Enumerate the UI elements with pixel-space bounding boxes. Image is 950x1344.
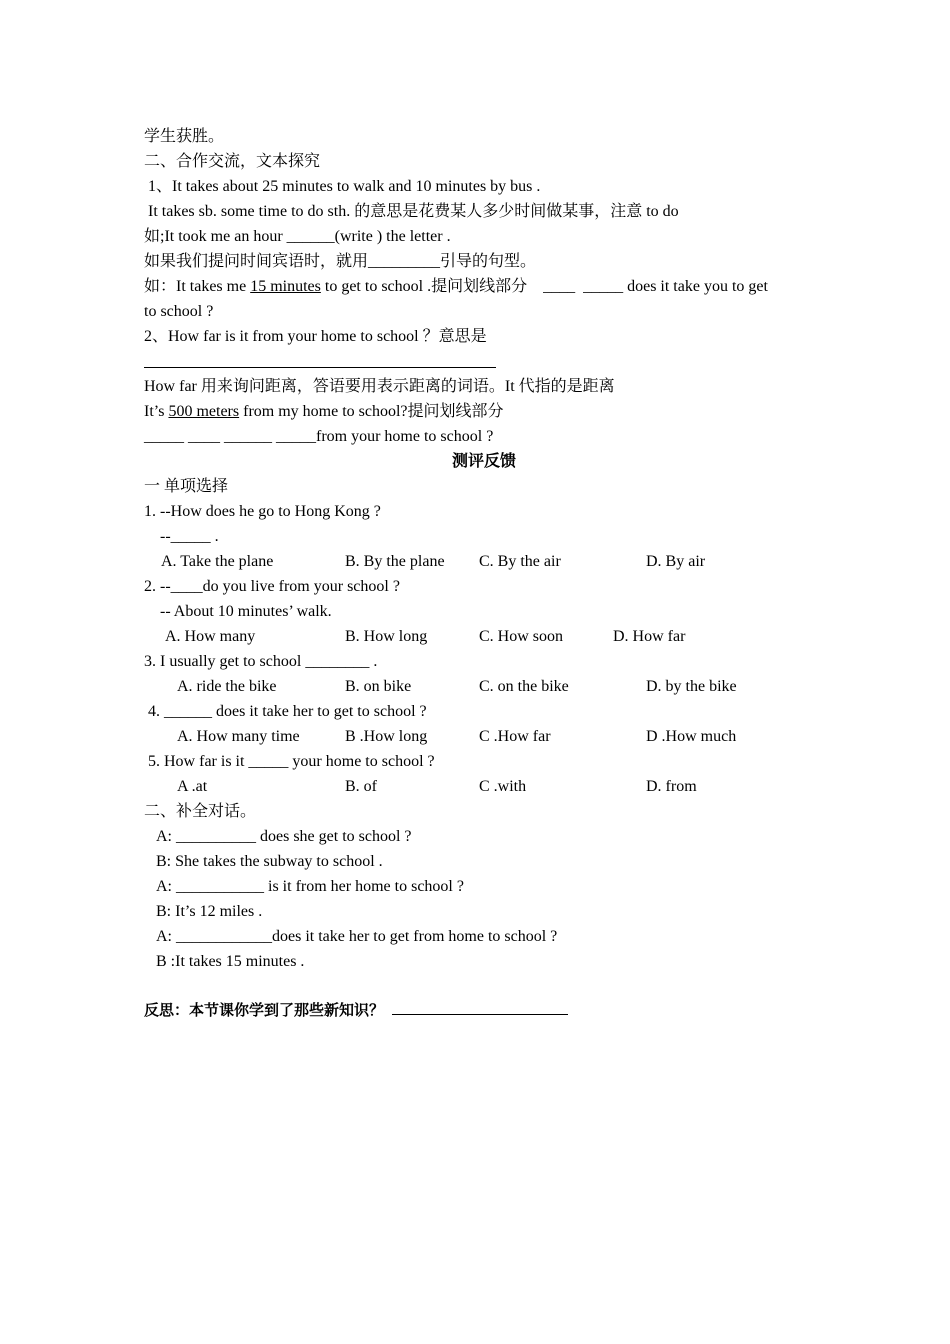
section-heading: 二、合作交流，文本探究 <box>144 153 321 170</box>
text-line: _____ ____ ______ _____from your home to school ? <box>144 428 494 445</box>
underlined-phrase: 500 meters <box>168 403 240 420</box>
question-1-options <box>144 549 824 574</box>
option-b: B. of <box>345 778 377 795</box>
reflection-blank <box>392 998 568 1015</box>
dialogue-line: A: __________ does she get to school ? <box>156 828 412 845</box>
question-4: 4. ______ does it take her to get to school ? <box>148 703 427 720</box>
answer-blank-line <box>144 349 824 374</box>
dialogue-line: B: She takes the subway to school . <box>156 853 383 870</box>
text-line <box>144 399 824 424</box>
option-b: B .How long <box>345 728 428 745</box>
option-d: D. By air <box>646 553 706 570</box>
dialogue-line: B: It’s 12 miles . <box>156 903 263 920</box>
option-c: C .with <box>479 778 527 795</box>
text-line: 如;It took me an hour ______(write ) the letter . <box>144 228 451 245</box>
option-a: A. Take the plane <box>161 553 274 570</box>
question-5-options <box>144 774 824 799</box>
option-d: D. How far <box>613 628 686 645</box>
option-a: A. How many time <box>177 728 300 745</box>
question-1: 1. --How does he go to Hong Kong ? <box>144 503 381 520</box>
dialogue-line: B :It takes 15 minutes . <box>156 953 305 970</box>
option-c: C. By the air <box>479 553 561 570</box>
option-b: B. By the plane <box>345 553 445 570</box>
spacer <box>144 974 824 998</box>
section-heading: 一 单项选择 <box>144 478 229 495</box>
underlined-phrase: 15 minutes <box>250 278 321 295</box>
text-fragment: from my home to school?提问划线部分 <box>239 403 504 420</box>
section-heading: 二、补全对话。 <box>144 803 257 820</box>
text-fragment: 如：It takes me <box>144 278 251 295</box>
text-fragment: to get to school .提问划线部分 ____ _____ does it take you to get <box>320 278 768 295</box>
text-line: to school ? <box>144 303 214 320</box>
option-d: D. by the bike <box>646 678 737 695</box>
text-line: 学生获胜。 <box>144 128 225 145</box>
blank-rule <box>144 349 496 368</box>
question-4-options <box>144 724 824 749</box>
option-c: C .How far <box>479 728 551 745</box>
option-a: A. ride the bike <box>177 678 277 695</box>
question-1-answer: --_____ . <box>160 528 219 545</box>
feedback-title: 测评反馈 <box>451 453 516 470</box>
text-line: 如果我们提问时间宾语时，就用_________引导的句型。 <box>144 253 537 270</box>
question-2: 2. --____do you live from your school ? <box>144 578 400 595</box>
text-fragment: It’s <box>144 403 169 420</box>
question-3: 3. I usually get to school ________ . <box>144 653 378 670</box>
question-3-options <box>144 674 824 699</box>
option-c: C. on the bike <box>479 678 569 695</box>
question-2-answer: -- About 10 minutes’ walk. <box>160 603 332 620</box>
option-d: D. from <box>646 778 697 795</box>
worksheet-page <box>144 124 824 1023</box>
dialogue-line: A: ____________does it take her to get from home to school ? <box>156 928 558 945</box>
text-line: It takes sb. some time to do sth. 的意思是花费某人多少时间做某事，注意 to do <box>148 203 679 220</box>
option-d: D .How much <box>646 728 737 745</box>
option-a: A. How many <box>165 628 256 645</box>
option-b: B. on bike <box>345 678 412 695</box>
option-a: A .at <box>177 778 208 795</box>
question-2-options <box>144 624 824 649</box>
text-line: 2、How far is it from your home to school ？意思是 <box>144 328 487 345</box>
text-line: 1、It takes about 25 minutes to walk and 10 minutes by bus . <box>148 178 541 195</box>
dialogue-line: A: ___________ is it from her home to school ? <box>156 878 464 895</box>
option-c: C. How soon <box>479 628 564 645</box>
question-5: 5. How far is it _____ your home to school ? <box>148 753 435 770</box>
text-line <box>144 274 824 299</box>
option-b: B. How long <box>345 628 428 645</box>
text-line: How far 用来询问距离，答语要用表示距离的词语。It 代指的是距离 <box>144 378 615 395</box>
reflection-line <box>144 998 824 1023</box>
reflection-prompt: 反思：本节课你学到了那些新知识？ <box>144 1001 385 1019</box>
